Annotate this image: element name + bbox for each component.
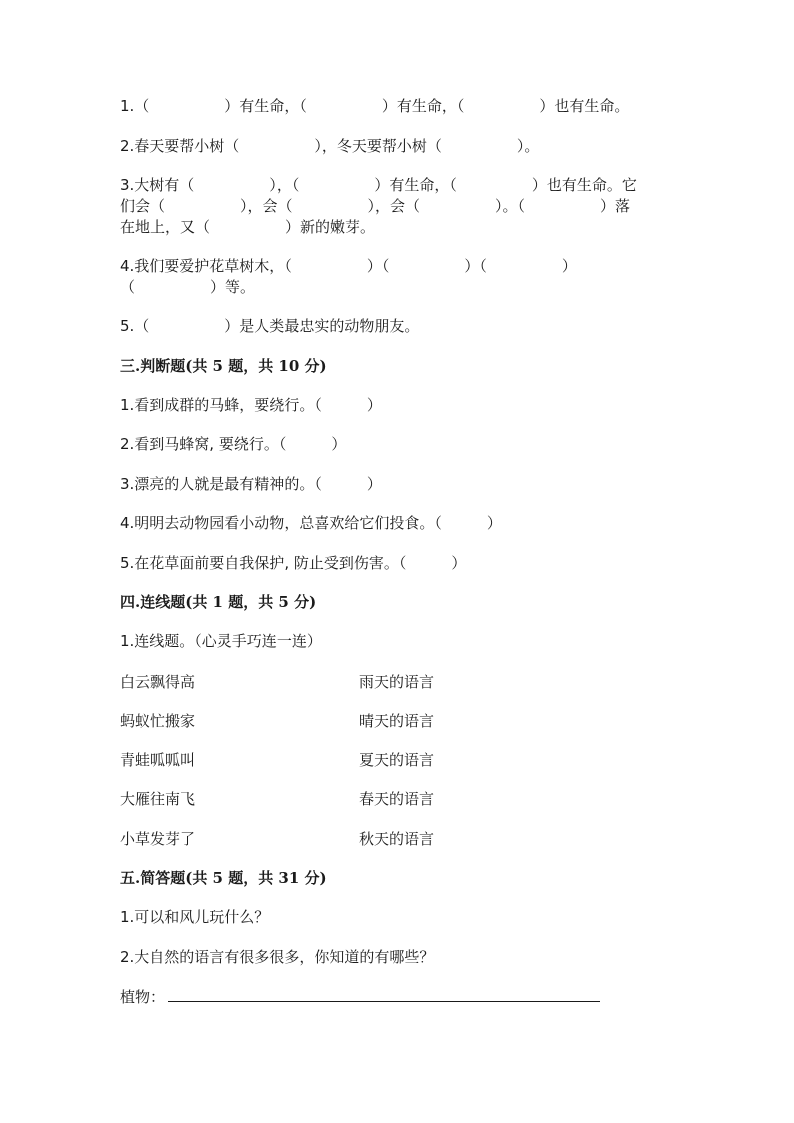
short-answer-q2: 2.大自然的语言有很多很多，你知道的有哪些？ [120,948,435,966]
match-right-item: 雨天的语言 [359,673,435,691]
plant-label: 植物： [120,988,166,1006]
match-left-item: 蚂蚁忙搬家 [120,712,196,730]
section-judge-title: 三.判断题(共 5 题，共 10 分) [120,357,327,375]
short-answer-q1: 1.可以和风儿玩什么？ [120,908,270,926]
fill-q3-line2: 们会（ ），会（ ），会（ ）。（ ）落 [120,197,631,215]
fill-q4-line2: （ ）等。 [120,278,256,296]
fill-q2: 2.春天要帮小树（ ），冬天要帮小树（ ）。 [120,137,540,155]
section-match-title: 四.连线题(共 1 题，共 5 分) [120,593,317,611]
match-q1: 1.连线题。（心灵手巧连一连） [120,632,322,650]
fill-q3-line1: 3.大树有（ ），（ ）有生命，（ ）也有生命。它 [120,176,637,194]
fill-q4-line1: 4.我们要爱护花草树木，（ ）（ ）（ ） [120,257,577,275]
judge-q2: 2.看到马蜂窝, 要绕行。（ ） [120,435,347,453]
fill-q5: 5.（ ）是人类最忠实的动物朋友。 [120,317,420,335]
fill-q3-line3: 在地上，又（ ）新的嫩芽。 [120,218,376,236]
match-left-item: 青蛙呱呱叫 [120,751,196,769]
match-right-item: 晴天的语言 [359,712,435,730]
match-right-item: 夏天的语言 [359,751,435,769]
plant-answer-line[interactable] [168,1001,600,1002]
match-left-item: 白云飘得高 [120,673,196,691]
judge-q3: 3.漂亮的人就是最有精神的。（ ） [120,475,382,493]
section-short-answer-title: 五.简答题(共 5 题，共 31 分) [120,869,327,887]
judge-q5: 5.在花草面前要自我保护, 防止受到伤害。（ ） [120,554,467,572]
match-right-item: 秋天的语言 [359,830,435,848]
match-right-item: 春天的语言 [359,790,435,808]
match-left-item: 小草发芽了 [120,830,196,848]
match-left-item: 大雁往南飞 [120,790,196,808]
judge-q4: 4.明明去动物园看小动物，总喜欢给它们投食。（ ） [120,514,502,532]
fill-q1: 1.（ ）有生命，（ ）有生命，（ ）也有生命。 [120,97,630,115]
judge-q1: 1.看到成群的马蜂，要绕行。（ ） [120,396,382,414]
